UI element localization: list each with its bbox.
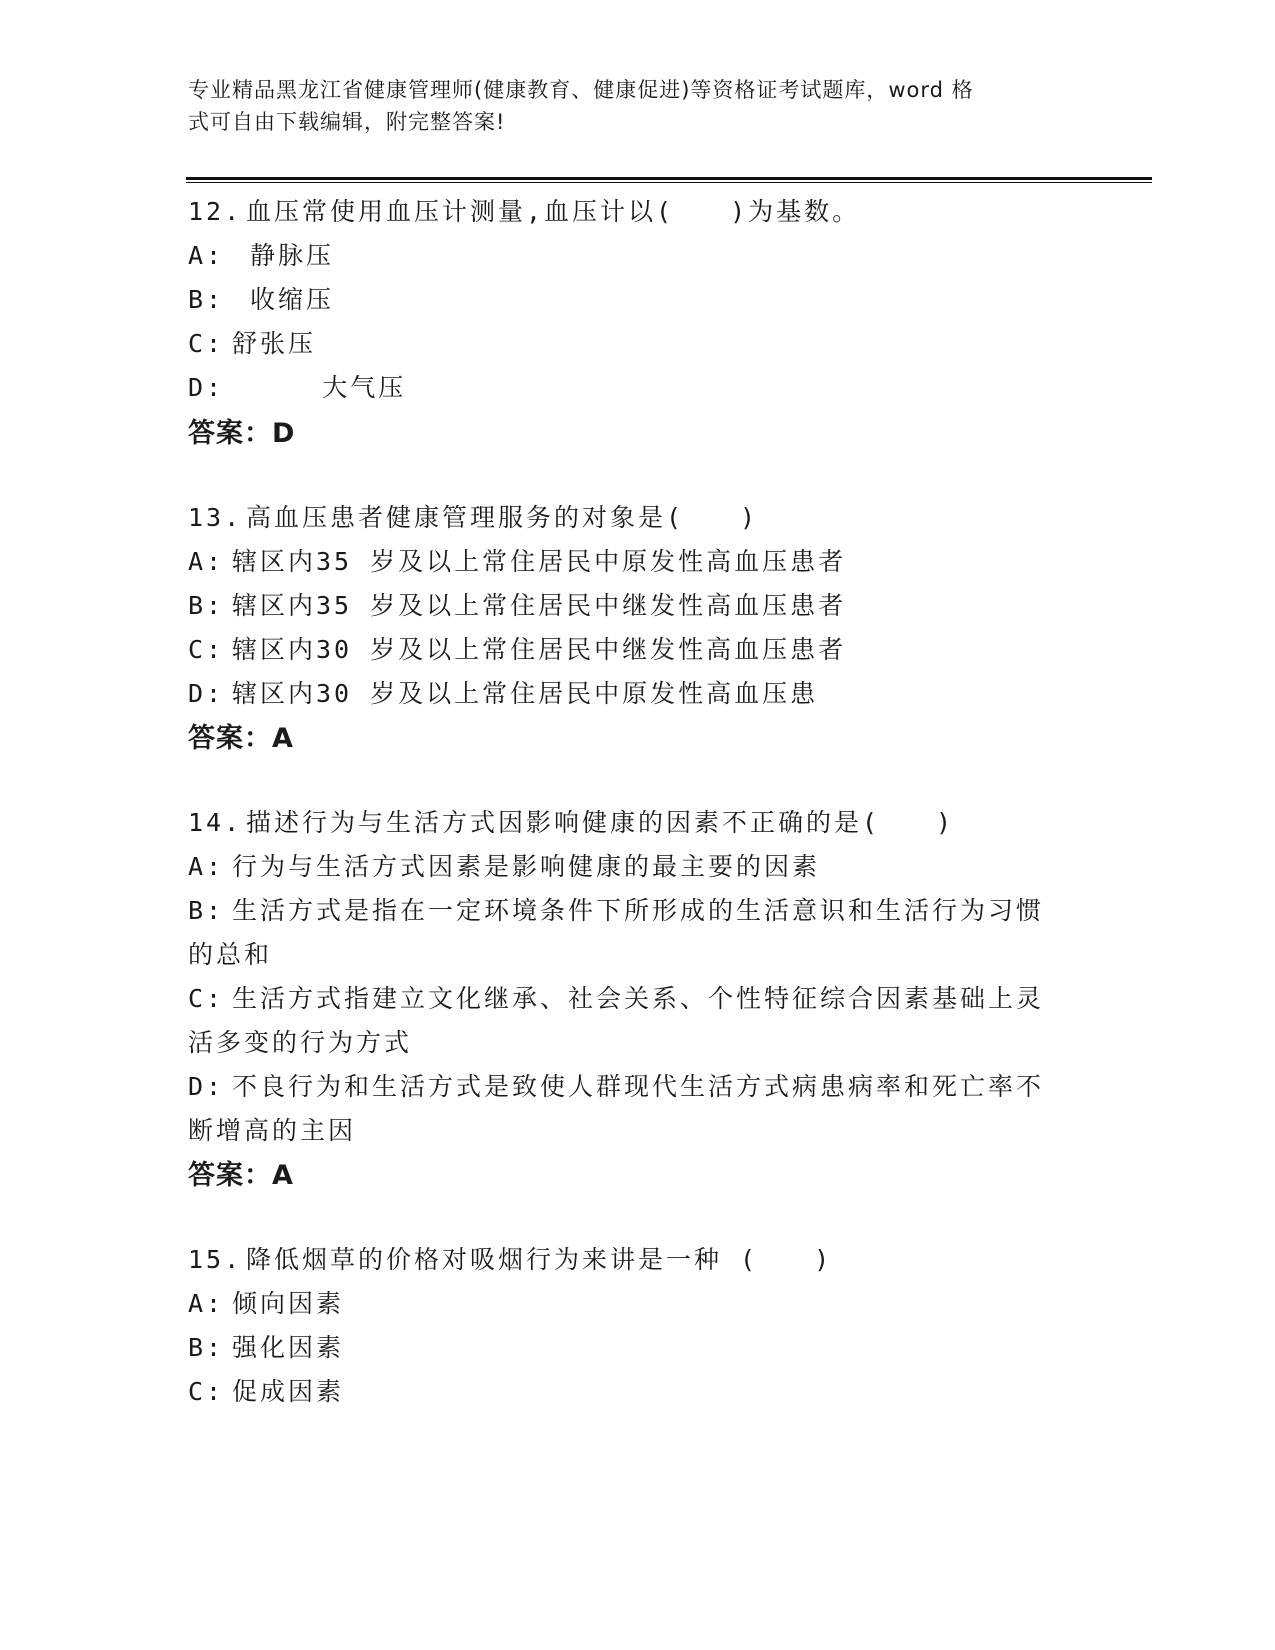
header-line-1: 专业精品黑龙江省健康管理师(健康教育、健康促进)等资格证考试题库，word 格 — [188, 78, 974, 102]
question-12-answer: 答案：D — [188, 418, 296, 449]
option-label: C: — [188, 1377, 225, 1406]
option-label: A: — [188, 1289, 225, 1318]
question-text: 高血压患者健康管理服务的对象是( ) — [246, 503, 759, 532]
question-13-stem — [188, 498, 758, 534]
question-15-option-b — [188, 1328, 344, 1364]
question-13-answer: 答案：A — [188, 723, 294, 754]
option-label: A: — [188, 241, 225, 270]
option-text: 辖区内35 岁及以上常住居民中继发性高血压患者 — [232, 591, 847, 620]
option-text: 大气压 — [232, 373, 407, 402]
document-header — [188, 74, 1068, 138]
option-text: 辖区内30 岁及以上常住居民中继发性高血压患者 — [232, 635, 847, 664]
question-number: 14. — [188, 808, 243, 837]
question-number: 12. — [188, 197, 243, 226]
question-14-option-d-continuation: 断增高的主因 — [188, 1116, 357, 1145]
question-14-option-b — [188, 891, 1044, 927]
option-text: 促成因素 — [232, 1377, 345, 1406]
question-15-option-c — [188, 1372, 344, 1408]
option-label: D: — [188, 679, 225, 708]
option-text: 收缩压 — [232, 285, 335, 314]
question-number: 15. — [188, 1245, 243, 1274]
option-text: 静脉压 — [232, 241, 335, 270]
question-14-option-d — [188, 1067, 1044, 1103]
header-divider-thick — [186, 177, 1152, 180]
option-text: 辖区内30 岁及以上常住居民中原发性高血压患 — [232, 679, 819, 708]
option-label: C: — [188, 984, 225, 1013]
question-14-option-c — [188, 979, 1044, 1015]
question-14-option-b-continuation: 的总和 — [188, 940, 273, 969]
option-text: 倾向因素 — [232, 1289, 345, 1318]
question-12-option-c — [188, 324, 316, 360]
option-label: B: — [188, 896, 225, 925]
option-label: D: — [188, 373, 225, 402]
option-text: 不良行为和生活方式是致使人群现代生活方式病患病率和死亡率不 — [232, 1072, 1045, 1101]
question-14-option-a — [188, 847, 820, 883]
question-12-stem — [188, 192, 860, 228]
option-label: B: — [188, 1333, 225, 1362]
question-14-option-c-continuation: 活多变的行为方式 — [188, 1028, 413, 1057]
option-text: 行为与生活方式因素是影响健康的最主要的因素 — [232, 852, 821, 881]
question-14-answer: 答案：A — [188, 1160, 294, 1191]
header-line-2: 式可自由下载编辑，附完整答案! — [188, 110, 506, 134]
question-13-option-c — [188, 630, 846, 666]
question-number: 13. — [188, 503, 243, 532]
question-text: 血压常使用血压计测量,血压计以( )为基数。 — [246, 197, 861, 226]
option-text: 生活方式指建立文化继承、社会关系、个性特征综合因素基础上灵 — [232, 984, 1045, 1013]
option-label: C: — [188, 329, 225, 358]
option-text: 强化因素 — [232, 1333, 345, 1362]
question-12-option-d — [188, 368, 406, 404]
question-text: 降低烟草的价格对吸烟行为来讲是一种 ( ) — [246, 1245, 833, 1274]
question-13-option-b — [188, 586, 846, 622]
question-13-option-a — [188, 542, 846, 578]
option-label: A: — [188, 852, 225, 881]
option-label: C: — [188, 635, 225, 664]
header-divider-thin — [186, 182, 1152, 183]
option-label: B: — [188, 591, 225, 620]
question-text: 描述行为与生活方式因影响健康的因素不正确的是( ) — [246, 808, 955, 837]
option-text: 舒张压 — [232, 329, 317, 358]
question-12-option-a — [188, 236, 334, 272]
question-12-option-b — [188, 280, 334, 316]
question-14-stem — [188, 803, 954, 839]
option-label: B: — [188, 285, 225, 314]
option-text: 辖区内35 岁及以上常住居民中原发性高血压患者 — [232, 547, 847, 576]
option-label: A: — [188, 547, 225, 576]
question-15-stem — [188, 1240, 832, 1276]
question-15-option-a — [188, 1284, 344, 1320]
option-text: 生活方式是指在一定环境条件下所形成的生活意识和生活行为习惯 — [232, 896, 1045, 925]
option-label: D: — [188, 1072, 225, 1101]
question-13-option-d — [188, 674, 818, 710]
